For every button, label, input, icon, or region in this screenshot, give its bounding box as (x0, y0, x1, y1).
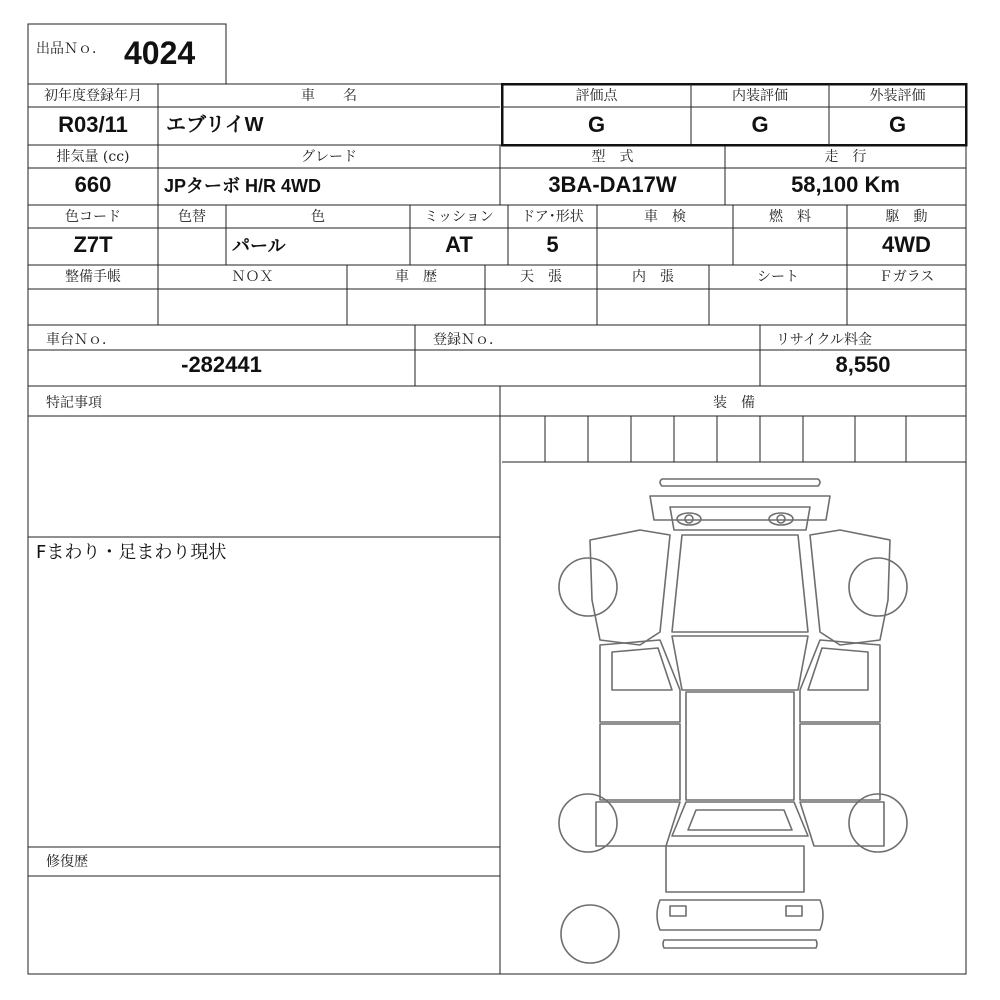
left-rear-quarter (596, 802, 680, 846)
hood (672, 535, 808, 632)
mission-label: ミッション (424, 209, 494, 225)
lot-number-label: 出品Ｎｏ． (36, 41, 106, 57)
right-front-fender (810, 530, 890, 645)
model-value: 3BA-DA17W (548, 172, 677, 197)
interior-trim-label: 内 張 (632, 269, 674, 285)
front-bumper (660, 479, 820, 486)
grade-value: JPターボ H/R 4WD (164, 176, 322, 196)
spare-tire-icon (561, 905, 619, 963)
windshield (672, 636, 808, 690)
left-taillight-icon (670, 906, 686, 916)
chassis-no-label: 車台Ｎｏ． (46, 332, 116, 348)
lot-number: 4024 (124, 35, 196, 71)
exterior-score-label: 外装評価 (869, 88, 926, 104)
exterior-score-value: G (888, 112, 907, 137)
notes-label: 特記事項 (46, 395, 102, 411)
mileage-value: 58,100 Km (791, 172, 900, 197)
chassis-no-value: -282441 (181, 352, 262, 377)
score-value: G (587, 112, 606, 137)
model-label: 型 式 (591, 149, 634, 165)
history-label: 車 歴 (395, 269, 437, 285)
front-bumper-lower (650, 496, 830, 520)
door-value: 5 (546, 232, 559, 257)
right-front-wheel-icon (849, 558, 907, 616)
mileage-label: 走 行 (824, 149, 867, 165)
equipment-label: 装 備 (713, 395, 755, 411)
right-taillight-icon (786, 906, 802, 916)
interior-score-label: 内装評価 (732, 88, 788, 104)
condition-notes-text: Fまわり・足まわり現状 (36, 542, 227, 563)
recycle-fee-value: 8,550 (835, 352, 891, 377)
first-reg-label: 初年度登録年月 (44, 88, 142, 104)
grade-label: グレード (301, 149, 357, 165)
service-book-label: 整備手帳 (65, 269, 121, 285)
rear-bumper (657, 900, 823, 930)
reg-no-label: 登録Ｎｏ． (433, 332, 503, 348)
left-front-wheel-icon (559, 558, 617, 616)
left-front-fender (590, 530, 670, 645)
first-reg-value: R03/11 (58, 112, 128, 137)
score-label: 評価点 (575, 88, 618, 104)
inspection-label: 車 検 (644, 209, 686, 225)
left-rear-door (600, 724, 680, 800)
roof-label: 天 張 (520, 269, 562, 285)
nox-label: ＮＯＸ (231, 269, 274, 285)
displacement-label: 排気量 (cc) (56, 149, 130, 165)
color-change-label: 色替 (178, 209, 206, 225)
displacement-value: 660 (74, 172, 112, 197)
fuel-label: 燃 料 (769, 209, 811, 225)
color-label: 色 (311, 209, 325, 225)
color-value: パール (232, 236, 286, 256)
mission-value: AT (445, 232, 473, 257)
drive-label: 駆 動 (885, 209, 928, 225)
door-label: ドア･形状 (521, 209, 584, 225)
car-name-label: 車 名 (301, 88, 357, 104)
seat-label: シート (757, 269, 799, 285)
roof (686, 692, 794, 800)
drive-value: 4WD (882, 232, 931, 257)
interior-score-value: G (751, 112, 769, 137)
back-door (666, 846, 804, 892)
recycle-fee-label: リサイクル料金 (776, 332, 873, 348)
right-rear-door (800, 724, 880, 800)
f-glass-label: Ｆガラス (878, 269, 935, 285)
color-code-value: Z7T (73, 232, 113, 257)
car-name-value: エブリイW (166, 114, 264, 136)
vehicle-damage-diagram[interactable] (500, 460, 967, 974)
left-rear-wheel-icon (559, 794, 617, 852)
repair-history-label: 修復歴 (46, 854, 88, 870)
right-rear-quarter (800, 802, 884, 846)
color-code-label: 色コード (65, 209, 121, 225)
